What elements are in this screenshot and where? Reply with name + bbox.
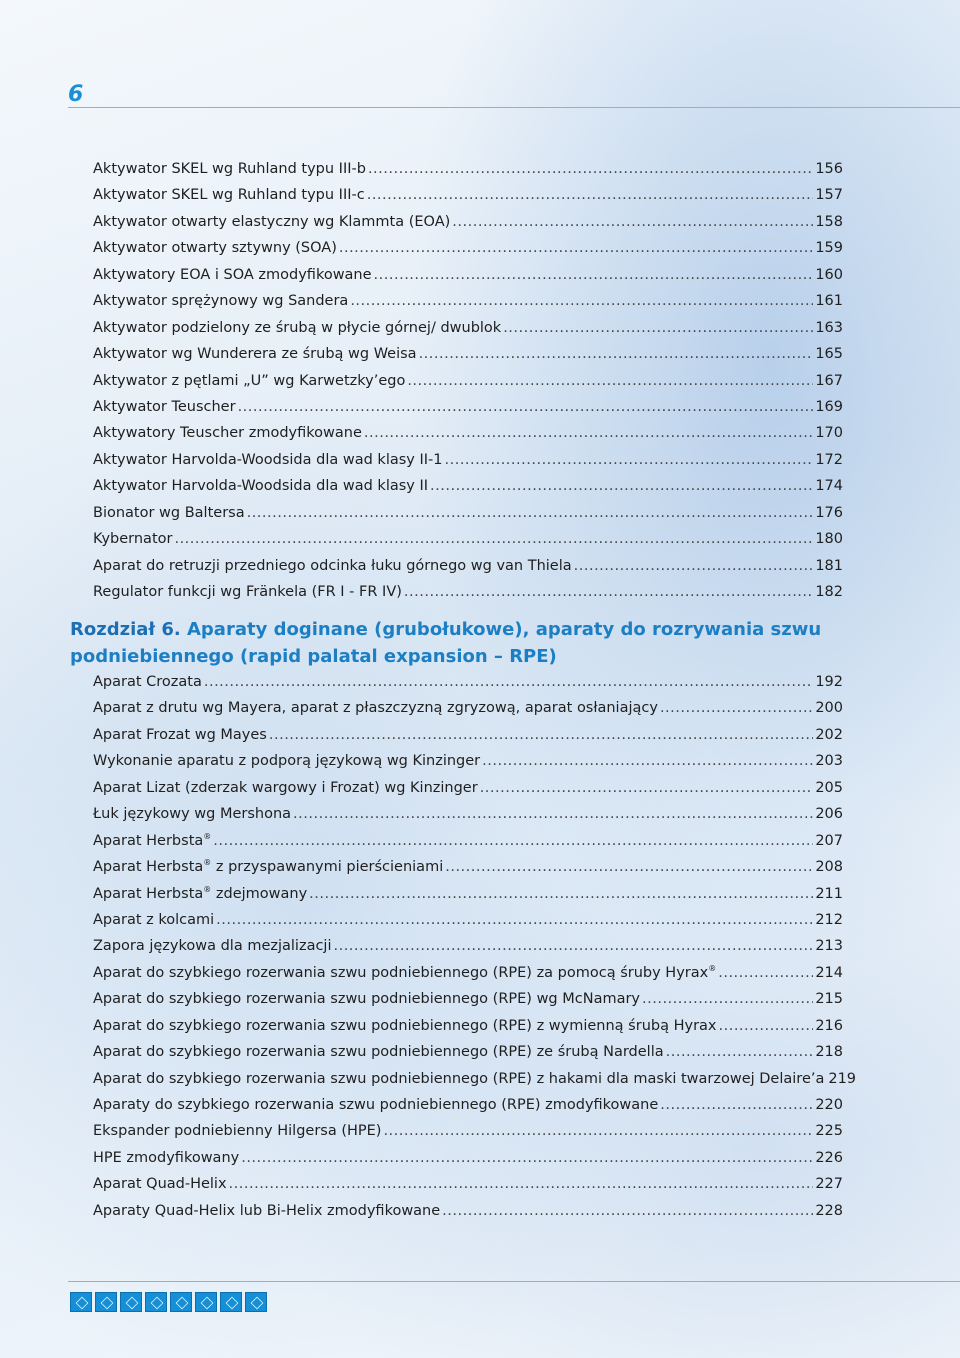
toc-entry[interactable] [93, 288, 843, 314]
toc-entry[interactable] [93, 986, 843, 1012]
toc-entry-title: Aparat Quad-Helix [93, 1176, 227, 1193]
dot-leader [407, 368, 813, 394]
toc-entry-title: Aparaty do szybkiego rozerwania szwu podniebiennego (RPE) zmodyfikowane [93, 1097, 659, 1113]
toc-entry[interactable] [93, 315, 843, 341]
blue-square-icon [195, 1292, 217, 1312]
toc-entry[interactable] [93, 748, 843, 774]
toc-entry-page: 156 [815, 161, 843, 177]
toc-entry-page: 169 [815, 398, 843, 415]
toc-entry-title: Aktywator Harvolda-Woodsida dla wad klasy II-1 [93, 451, 443, 468]
toc-entry-page: 211 [815, 885, 843, 902]
toc-entry-title: Wykonanie aparatu z podporą językową wg Kinzinger [93, 753, 481, 770]
toc-entry[interactable] [93, 394, 843, 420]
toc-entry-title: Aparat Lizat (zderzak wargowy i Frozat) wg Kinzinger [93, 779, 478, 796]
top-divider [68, 107, 960, 108]
dot-leader [174, 526, 813, 552]
dot-leader [229, 1171, 814, 1197]
toc-entry[interactable] [93, 1171, 843, 1197]
toc-entry-title: Aktywator SKEL wg Ruhland typu III-b [93, 161, 366, 177]
blue-square-icon [70, 1292, 92, 1312]
toc-entry-title: Aparat do szybkiego rozerwania szwu podniebiennego (RPE) z hakami dla maski twarzowej Delaire’a [93, 1070, 825, 1087]
dot-leader [482, 748, 813, 774]
toc-entry[interactable] [93, 341, 843, 367]
toc-entry-title: Zapora językowa dla mezjalizacji [93, 938, 332, 955]
blue-square-icon [220, 1292, 242, 1312]
toc-entry[interactable] [93, 1198, 843, 1224]
dot-leader [480, 775, 814, 801]
toc-entry-page: 225 [815, 1123, 843, 1140]
toc-entry[interactable] [93, 1013, 843, 1039]
toc-entry-page: 170 [815, 425, 843, 442]
toc-entry-page: 202 [815, 726, 843, 743]
dot-leader [574, 553, 814, 579]
blue-square-icon [245, 1292, 267, 1312]
toc-entry-page: 192 [815, 674, 843, 690]
dot-leader [719, 1013, 814, 1039]
toc-entry[interactable] [93, 960, 843, 986]
toc-entry-page: 163 [815, 319, 843, 336]
toc-entry-title: Aparat do szybkiego rozerwania szwu podniebiennego (RPE) ze śrubą Nardella [93, 1044, 664, 1061]
dot-leader [350, 288, 813, 314]
dot-leader [213, 828, 813, 854]
dot-leader [718, 960, 813, 986]
toc-entry-title: Aktywator wg Wunderera ze śrubą wg Weisa [93, 346, 417, 363]
dot-leader [374, 262, 814, 288]
toc-entry-title: Łuk językowy wg Mershona [93, 806, 292, 823]
toc-entry-page: 182 [815, 584, 843, 600]
toc-entry[interactable] [93, 235, 843, 261]
toc-entry-title: Aktywator Teuscher [93, 398, 236, 415]
toc-entry-title: Aktywator podzielony ze śrubą w płycie górnej/ dwublok [93, 319, 502, 336]
dot-leader [452, 209, 813, 235]
toc-entry[interactable] [93, 1039, 843, 1065]
toc-entry-title: Aktywator Harvolda-Woodsida dla wad klasy II [93, 478, 429, 495]
registered-mark: ® [708, 963, 717, 973]
toc-entry-page: 180 [815, 531, 843, 548]
dot-leader [383, 1118, 813, 1144]
chapter-title-line1: Aparaty doginane (grubołukowe), aparaty do rozrywania szwu [186, 619, 822, 640]
toc-entry[interactable] [93, 579, 843, 605]
blue-square-icon [145, 1292, 167, 1312]
toc-entry-title: Aktywatory Teuscher zmodyfikowane [93, 425, 362, 442]
dot-leader [442, 1198, 813, 1224]
blue-square-icon [95, 1292, 117, 1312]
dot-leader [660, 695, 813, 721]
toc-entry-page: 157 [815, 187, 843, 204]
toc-entry[interactable] [93, 1066, 857, 1092]
toc-entry[interactable] [93, 500, 843, 526]
toc-entry-title: Aktywator SKEL wg Ruhland typu III-c [93, 187, 365, 204]
toc-entry-title: Aktywator sprężynowy wg Sandera [93, 293, 349, 310]
dot-leader [216, 907, 813, 933]
toc-entry-title: Aparat do retruzji przedniego odcinka łuku górnego wg van Thiela [93, 557, 572, 574]
dot-leader [367, 182, 814, 208]
chapter-title-line2: podniebiennego (rapid palatal expansion – RPE) [70, 646, 557, 667]
toc-entry-page: 160 [815, 266, 843, 283]
toc-entry[interactable] [93, 854, 843, 880]
dot-leader [503, 315, 813, 341]
dot-leader [333, 933, 813, 959]
chapter-label: Rozdział 6. [70, 619, 181, 640]
blue-square-icon [170, 1292, 192, 1312]
toc-entry[interactable] [93, 1092, 843, 1118]
toc-entry-title: Aparat Herbsta® zdejmowany [93, 884, 308, 902]
toc-entry[interactable] [93, 262, 843, 288]
toc-list-section [93, 156, 843, 605]
toc-entry-page: 219 [828, 1070, 857, 1087]
footer-decoration [70, 1292, 267, 1312]
toc-entry-page: 176 [815, 504, 843, 521]
toc-entry-page: 208 [815, 859, 843, 876]
toc-entry-page: 205 [815, 779, 843, 796]
toc-entry[interactable] [93, 722, 843, 748]
dot-leader [339, 235, 813, 261]
toc-entry-title: Aparat z kolcami [93, 911, 215, 928]
toc-entry-title: HPE zmodyfikowany [93, 1149, 240, 1166]
toc-entry-title: Aparat do szybkiego rozerwania szwu podniebiennego (RPE) z wymienną śrubą Hyrax [93, 1017, 717, 1034]
toc-entry[interactable] [93, 695, 843, 721]
toc-entry[interactable] [93, 420, 843, 446]
toc-entry-title: Aparat Herbsta® z przyspawanymi pierścieniami [93, 858, 444, 876]
toc-entry-page: 214 [815, 964, 843, 981]
toc-entry-title: Aktywator otwarty elastyczny wg Klammta (EOA) [93, 213, 451, 230]
toc-entry-page: 161 [815, 293, 843, 310]
toc-entry[interactable] [93, 828, 843, 854]
toc-entry-page: 227 [815, 1176, 843, 1193]
toc-entry[interactable] [93, 182, 843, 208]
toc-entry[interactable] [93, 1118, 843, 1144]
toc-entry-page: 181 [815, 557, 843, 574]
toc-entry[interactable] [93, 907, 843, 933]
toc-entry-page: 220 [815, 1097, 843, 1113]
toc-entry[interactable] [93, 801, 843, 827]
toc-entry-page: 218 [815, 1044, 843, 1061]
dot-leader [309, 881, 813, 907]
toc-entry-page: 213 [815, 938, 843, 955]
toc-entry-page: 226 [815, 1149, 843, 1166]
dot-leader [666, 1039, 814, 1065]
bottom-divider [68, 1281, 960, 1282]
registered-mark: ® [203, 831, 212, 841]
toc-entry-title: Aparat Frozat wg Mayes [93, 726, 267, 743]
toc-entry-title: Regulator funkcji wg Fränkela (FR I - FR IV) [93, 584, 402, 600]
page-number: 6 [68, 82, 84, 107]
toc-entry-page: 159 [815, 240, 843, 257]
toc-entry-title: Aktywator z pętlami „U” wg Karwetzky’ego [93, 372, 406, 389]
dot-leader [445, 854, 813, 880]
toc-entry[interactable] [93, 526, 843, 552]
dot-leader [364, 420, 813, 446]
dot-leader [241, 1145, 813, 1171]
toc-entry[interactable] [93, 447, 843, 473]
toc-entry-title: Bionator wg Baltersa [93, 504, 245, 521]
dot-leader [293, 801, 813, 827]
toc-entry-page: 203 [815, 753, 843, 770]
toc-entry[interactable] [93, 1145, 843, 1171]
toc-entry[interactable] [93, 473, 843, 499]
toc-entry-title: Aparat Herbsta® [93, 831, 212, 849]
dot-leader [419, 341, 814, 367]
toc-entry-title: Aparat do szybkiego rozerwania szwu podniebiennego (RPE) za pomocą śruby Hyrax® [93, 963, 717, 981]
toc-entry-title: Aparat do szybkiego rozerwania szwu podniebiennego (RPE) wg McNamary [93, 991, 641, 1008]
dot-leader [238, 394, 814, 420]
dot-leader [430, 473, 813, 499]
toc-entry-page: 165 [815, 346, 843, 363]
toc-entry-title: Aktywatory EOA i SOA zmodyfikowane [93, 266, 372, 283]
toc-entry-page: 215 [815, 991, 843, 1008]
toc-entry-page: 158 [815, 213, 843, 230]
toc-entry[interactable] [93, 881, 843, 907]
dot-leader [660, 1092, 813, 1118]
toc-entry-page: 206 [815, 806, 843, 823]
toc-entry-title: Aparat Crozata [93, 674, 202, 690]
blue-square-icon [120, 1292, 142, 1312]
toc-entry-page: 228 [815, 1202, 843, 1219]
toc-list-chapter6 [93, 669, 857, 1224]
toc-entry-page: 167 [815, 372, 843, 389]
dot-leader [642, 986, 813, 1012]
toc-entry[interactable] [93, 553, 843, 579]
toc-entry[interactable] [93, 933, 843, 959]
toc-entry-page: 174 [815, 478, 843, 495]
toc-entry-page: 216 [815, 1017, 843, 1034]
toc-entry-title: Aparat z drutu wg Mayera, aparat z płaszczyzną zgryzową, aparat osłaniający [93, 700, 658, 717]
toc-entry-title: Aktywator otwarty sztywny (SOA) [93, 240, 337, 257]
toc-entry-title: Kybernator [93, 531, 173, 548]
dot-leader [445, 447, 814, 473]
dot-leader [404, 579, 813, 605]
toc-entry[interactable] [93, 775, 843, 801]
dot-leader [247, 500, 814, 526]
toc-entry[interactable] [93, 156, 843, 182]
toc-entry[interactable] [93, 669, 843, 695]
toc-entry[interactable] [93, 368, 843, 394]
toc-entry-title: Aparaty Quad-Helix lub Bi-Helix zmodyfikowane [93, 1202, 441, 1219]
dot-leader [204, 669, 813, 695]
toc-entry-title: Ekspander podniebienny Hilgersa (HPE) [93, 1123, 382, 1140]
toc-entry-page: 212 [815, 911, 843, 928]
chapter-heading[interactable] [70, 616, 870, 670]
registered-mark: ® [203, 858, 212, 868]
dot-leader [269, 722, 813, 748]
toc-entry-page: 200 [815, 700, 843, 717]
toc-entry[interactable] [93, 209, 843, 235]
toc-entry-page: 207 [815, 832, 843, 849]
registered-mark: ® [203, 884, 212, 894]
toc-entry-page: 172 [815, 451, 843, 468]
dot-leader [368, 156, 813, 182]
